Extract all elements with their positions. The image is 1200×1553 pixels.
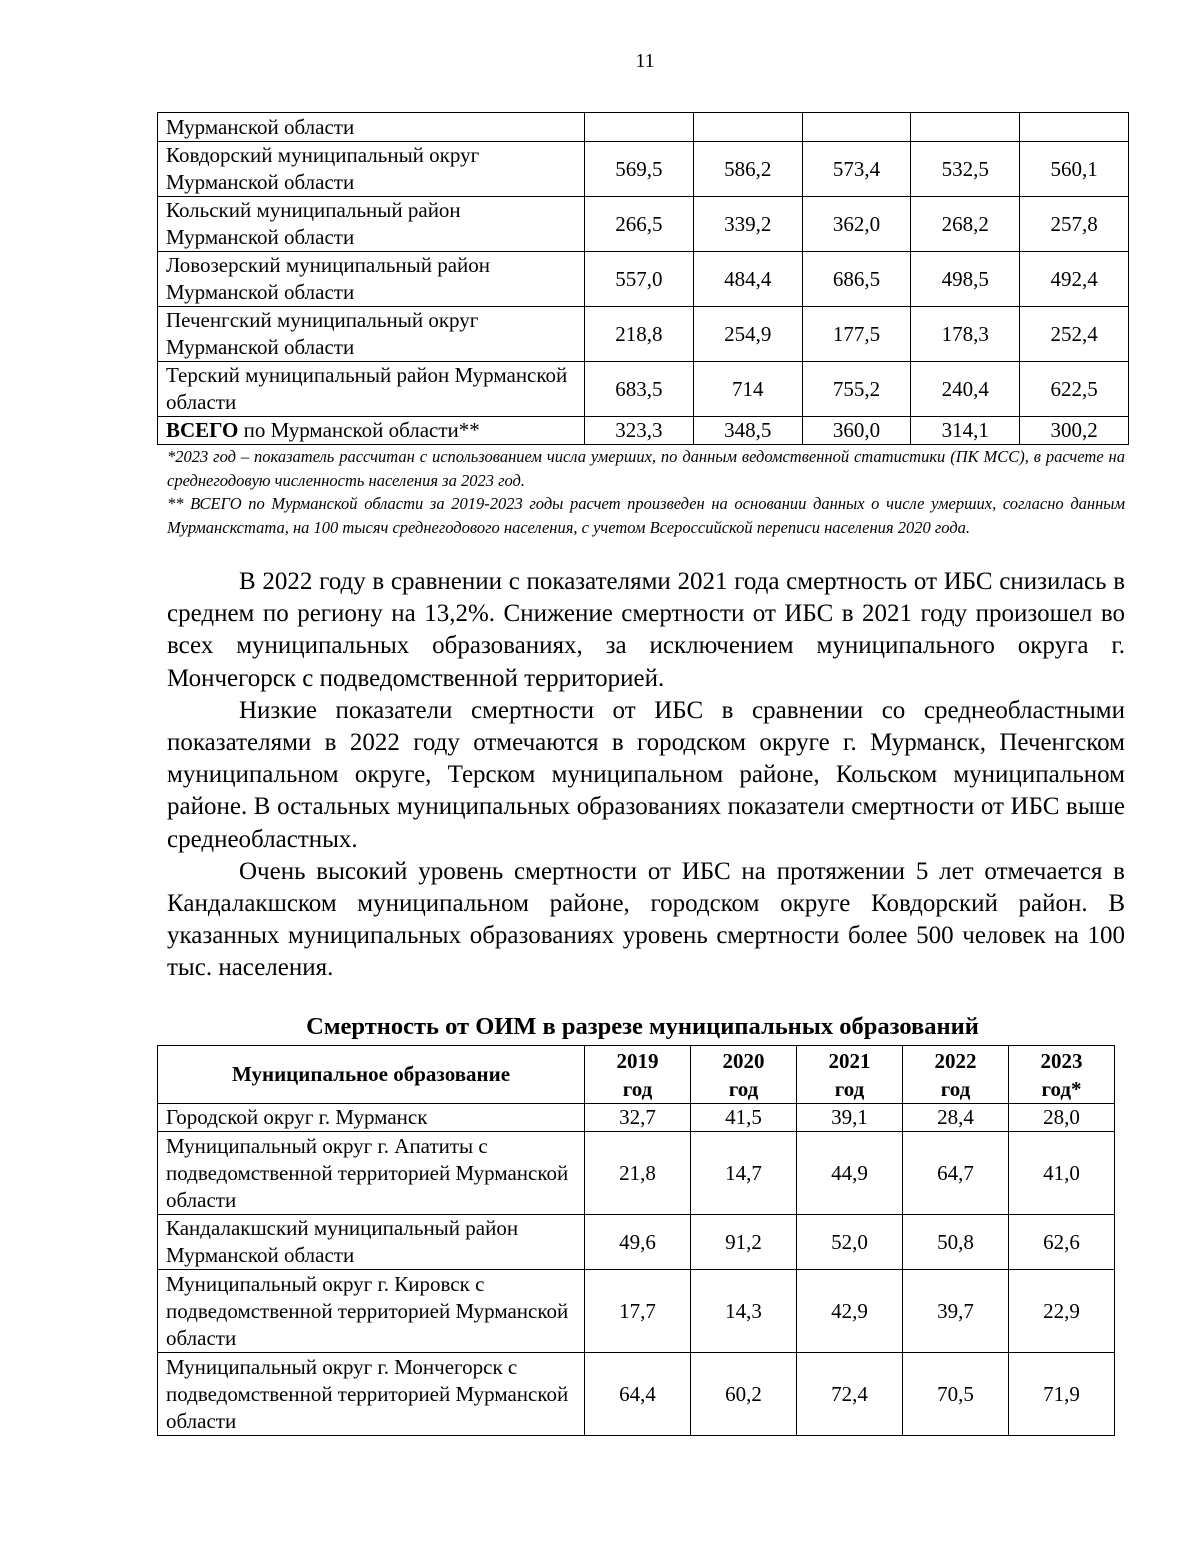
row-name: Муниципальный округ г. Апатиты с подведомственной территорией Мурманской области [158,1132,585,1215]
value-2019: 683,5 [585,362,694,417]
value-2023: 22,9 [1009,1270,1115,1353]
value-2021: 177,5 [802,307,911,362]
row-name: Мурманской области [158,113,585,142]
value-2020: 714 [693,362,802,417]
value-2022: 39,7 [903,1270,1009,1353]
value-2022: 268,2 [911,197,1020,252]
total-2023: 300,2 [1020,417,1129,445]
total-label [158,417,585,445]
table-row [158,113,1129,142]
mortality-oim-table [157,1045,1115,1436]
footnote-1: *2023 год – показатель рассчитан с использованием числа умерших, по данным ведомственной статистики (ПК МСС), в расчете на среднегодовую численность населения за 2023 год. [167,447,1125,490]
value-2019: 218,8 [585,307,694,362]
header-year: 2021 [828,1048,871,1073]
column-header-2023 [1009,1046,1115,1104]
row-name: Терский муниципальный район Мурманской области [158,362,585,417]
table-row [158,197,1129,252]
page-number: 11 [635,50,655,72]
total-2020: 348,5 [693,417,802,445]
header-suffix: год* [1041,1076,1082,1101]
value-2020: 586,2 [693,142,802,197]
value-2021: 44,9 [797,1132,903,1215]
row-name: Печенгский муниципальный округ Мурманской области [158,307,585,362]
column-header-2022 [903,1046,1009,1104]
paragraph-3: Очень высокий уровень смертности от ИБС на протяжении 5 лет отмечается в Кандалакшском муниципальном районе, городском округе Ковдорский район. В указанных муниципальных образованиях уровень смертности более 500 человек на 100 тыс. населения. [167,857,1125,982]
value-2019: 266,5 [585,197,694,252]
row-name: Муниципальный округ г. Мончегорск с подведомственной территорией Мурманской области [158,1353,585,1436]
total-label-rest: по Мурманской области** [238,418,480,442]
value-2022: 178,3 [911,307,1020,362]
value-2023: 560,1 [1020,142,1129,197]
row-name: Городской округ г. Мурманск [158,1104,585,1132]
column-header-name: Муниципальное образование [158,1046,585,1104]
value-2020: 41,5 [691,1104,797,1132]
value-2023: 62,6 [1009,1215,1115,1270]
table-row [158,362,1129,417]
header-year: 2023 [1040,1048,1083,1073]
footnotes [167,445,1125,539]
header-suffix: год [940,1076,971,1101]
total-2022: 314,1 [911,417,1020,445]
value-2023: 28,0 [1009,1104,1115,1132]
value-2021: 573,4 [802,142,911,197]
value-2023: 41,0 [1009,1132,1115,1215]
value-2022: 28,4 [903,1104,1009,1132]
value-2020: 254,9 [693,307,802,362]
column-header-2019 [585,1046,691,1104]
value-2022: 64,7 [903,1132,1009,1215]
value-2019: 49,6 [585,1215,691,1270]
value-2019 [585,113,694,142]
value-2021: 42,9 [797,1270,903,1353]
value-2019: 17,7 [585,1270,691,1353]
value-2021: 686,5 [802,252,911,307]
value-2021: 362,0 [802,197,911,252]
table-row [158,1353,1115,1436]
value-2020: 60,2 [691,1353,797,1436]
header-year: 2022 [934,1048,977,1073]
value-2021 [802,113,911,142]
header-year: 2019 [616,1048,659,1073]
value-2020: 339,2 [693,197,802,252]
value-2020: 14,7 [691,1132,797,1215]
value-2020: 14,3 [691,1270,797,1353]
header-suffix: год [622,1076,653,1101]
value-2023: 492,4 [1020,252,1129,307]
total-2021: 360,0 [802,417,911,445]
value-2019: 569,5 [585,142,694,197]
value-2020 [693,113,802,142]
paragraph-2: Низкие показатели смертности от ИБС в сравнении со среднеобластными показателями в 2022 году отмечаются в городском округе г. Мурманск, Печенгском муниципальном округе, Терском муниципальном районе, Кольском муниципальном районе. В остальных муниципальных образованиях показатели смертности от ИБС выше среднеобластных. [167,696,1125,853]
value-2021: 72,4 [797,1353,903,1436]
row-name: Кандалакшский муниципальный район Мурманской области [158,1215,585,1270]
table-row [158,307,1129,362]
value-2023: 71,9 [1009,1353,1115,1436]
value-2019: 557,0 [585,252,694,307]
value-2020: 484,4 [693,252,802,307]
row-name: Муниципальный округ г. Кировск с подведомственной территорией Мурманской области [158,1270,585,1353]
value-2019: 64,4 [585,1353,691,1436]
value-2022: 70,5 [903,1353,1009,1436]
value-2023: 252,4 [1020,307,1129,362]
row-name: Ковдорский муниципальный округ Мурманской области [158,142,585,197]
value-2022: 498,5 [911,252,1020,307]
row-name: Кольский муниципальный район Мурманской области [158,197,585,252]
total-label-bold: ВСЕГО [166,418,239,442]
value-2021: 52,0 [797,1215,903,1270]
value-2023: 257,8 [1020,197,1129,252]
total-row [158,417,1129,445]
value-2022: 50,8 [903,1215,1009,1270]
table-row [158,1215,1115,1270]
footnote-2: ** ВСЕГО по Мурманской области за 2019-2023 годы расчет произведен на основании данных о числе умерших, согласно данным Мурманскстата, на 100 тысяч среднегодового населения, с учетом Всероссийской переписи населения 2020 года. [167,494,1125,537]
paragraph-1: В 2022 году в сравнении с показателями 2021 года смертность от ИБС снизилась в среднем по региону на 13,2%. Снижение смертности от ИБС в 2021 году произошел во всех муниципальных образованиях, за исключением муниципального округа г. Мончегорск с подведомственной территорией. [167,568,1125,692]
table-row [158,1132,1115,1215]
section-title: Смертность от ОИМ в разрезе муниципальных образований [306,1013,979,1040]
value-2021: 755,2 [802,362,911,417]
table-header-row [158,1046,1115,1104]
value-2020: 91,2 [691,1215,797,1270]
table-row [158,1270,1115,1353]
row-name: Ловозерский муниципальный район Мурманской области [158,252,585,307]
value-2021: 39,1 [797,1104,903,1132]
header-suffix: год [728,1076,759,1101]
value-2022: 240,4 [911,362,1020,417]
value-2019: 32,7 [585,1104,691,1132]
table-row [158,142,1129,197]
value-2023 [1020,113,1129,142]
mortality-ibs-table [157,112,1129,445]
total-2019: 323,3 [585,417,694,445]
value-2022 [911,113,1020,142]
table-row [158,1104,1115,1132]
column-header-2021 [797,1046,903,1104]
header-suffix: год [834,1076,865,1101]
value-2022: 532,5 [911,142,1020,197]
table-row [158,252,1129,307]
column-header-2020 [691,1046,797,1104]
header-year: 2020 [722,1048,765,1073]
value-2023: 622,5 [1020,362,1129,417]
value-2019: 21,8 [585,1132,691,1215]
body-text [167,566,1125,985]
